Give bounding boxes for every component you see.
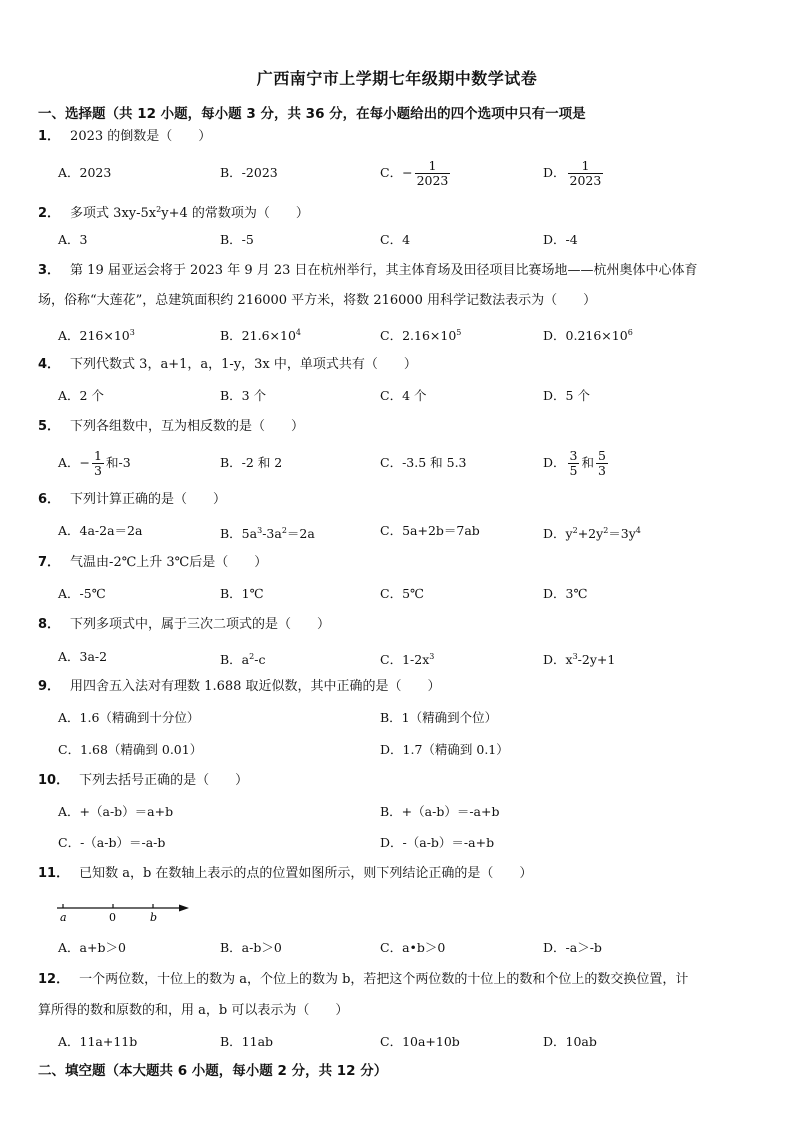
- option-a[interactable]: A．2 个: [58, 388, 104, 403]
- option-c[interactable]: C．1.68（精确到 0.01）: [58, 742, 203, 757]
- option-d[interactable]: D．$0.216\times 10^6$: [543, 328, 633, 343]
- question-9: 9． 用四舍五入法对有理数 1.688 取近似数，其中正确的是（ ）: [38, 679, 441, 694]
- option-c[interactable]: C．a•b＞0: [380, 940, 446, 955]
- label-b: b: [150, 911, 158, 924]
- option-b[interactable]: B．$5a^3-3a^2=2a$: [220, 526, 315, 541]
- option-c[interactable]: C．5a+2b＝7ab: [380, 523, 480, 538]
- option-a[interactable]: A．$216\times 10^3$: [58, 328, 135, 343]
- option-d[interactable]: D．$y^2+2y^2=3y^4$: [543, 526, 641, 541]
- question-8: 8． 下列多项式中，属于三次二项式的是（ ）: [38, 617, 331, 632]
- option-d[interactable]: D． $\frac{3}{5}$ 和 $\frac{5}{3}$: [543, 448, 606, 478]
- option-a[interactable]: A．2023: [58, 165, 112, 180]
- question-10-options-row-1: [58, 797, 758, 827]
- option-c[interactable]: C．5℃: [380, 586, 425, 601]
- option-d[interactable]: D．-（a-b）＝-a+b: [380, 835, 495, 850]
- section-heading-choice: 一、选择题（共 12 小题，每小题 3 分，共 36 分，在每小题给出的四个选项中只有一项是: [38, 106, 586, 122]
- option-b[interactable]: B．1℃: [220, 586, 264, 601]
- option-a[interactable]: A．a+b＞0: [58, 940, 126, 955]
- question-text: 2023 的倒数是（ ）: [70, 129, 212, 144]
- question-7: 7． 气温由-2℃上升 3℃后是（ ）: [38, 555, 268, 570]
- number-line-arrow-icon: [179, 905, 189, 912]
- option-b[interactable]: B．a-b＞0: [220, 940, 282, 955]
- option-d[interactable]: D．10ab: [543, 1034, 597, 1049]
- number-line-figure: [55, 895, 195, 925]
- option-c[interactable]: C．$1-2x^3$: [380, 652, 435, 667]
- option-a[interactable]: A．-5℃: [58, 586, 106, 601]
- option-b[interactable]: B．11ab: [220, 1034, 274, 1049]
- question-2-options: [58, 225, 758, 255]
- question-1: [38, 122, 758, 152]
- question-4: 4． 下列代数式 3，a+1，a，1-y，3x 中，单项式共有（ ）: [38, 357, 417, 372]
- question-9-options-row-2: [58, 735, 758, 765]
- option-d[interactable]: D． $\frac{1}{2023}$: [543, 158, 602, 188]
- question-5-options: [58, 448, 758, 478]
- option-d[interactable]: D．1.7（精确到 0.1）: [380, 742, 509, 757]
- option-a[interactable]: A．+（a-b）＝a+b: [58, 804, 174, 819]
- option-b[interactable]: B．3 个: [220, 388, 267, 403]
- question-6-options: [58, 516, 758, 546]
- option-b[interactable]: B．$a^2-c$: [220, 652, 266, 667]
- option-d[interactable]: D．$x^3-2y+1$: [543, 652, 616, 667]
- label-zero: 0: [109, 911, 116, 924]
- question-10-options-row-2: [58, 828, 758, 858]
- question-6: 6． 下列计算正确的是（ ）: [38, 492, 227, 507]
- question-7-options: [58, 579, 758, 609]
- option-a[interactable]: A．4a-2a＝2a: [58, 523, 143, 538]
- question-8-options: [58, 642, 758, 672]
- question-12-line-2: 算所得的数和原数的和，用 a，b 可以表示为（ ）: [38, 1003, 349, 1018]
- question-10: 10． 下列去括号正确的是（ ）: [38, 773, 249, 788]
- option-d[interactable]: D．5 个: [543, 388, 590, 403]
- option-b[interactable]: B．$21.6\times 10^4$: [220, 328, 301, 343]
- section-heading-fill-in: 二、填空题（本大题共 6 小题，每小题 2 分，共 12 分）: [38, 1063, 388, 1079]
- option-d[interactable]: D．-a＞-b: [543, 940, 602, 955]
- option-a[interactable]: A．3: [58, 232, 88, 247]
- option-c[interactable]: C．4: [380, 232, 411, 247]
- option-a[interactable]: A．− $\frac{1}{3}$ 和-3: [58, 448, 131, 478]
- page-title: 广西南宁市上学期七年级期中数学试卷: [256, 69, 538, 88]
- question-4-options: [58, 381, 758, 411]
- question-3-options: [58, 318, 758, 348]
- question-3-line-2: 场，俗称“大莲花”，总建筑面积约 216000 平方米，将数 216000 用科学记数法表示为（ ）: [38, 293, 597, 308]
- option-b[interactable]: B．-2 和 2: [220, 455, 283, 470]
- question-number: 1．: [38, 129, 61, 144]
- option-d[interactable]: D．-4: [543, 232, 578, 247]
- option-d[interactable]: D．3℃: [543, 586, 588, 601]
- question-1-options: [58, 158, 758, 188]
- option-c[interactable]: C．-3.5 和 5.3: [380, 455, 467, 470]
- option-c[interactable]: C．-（a-b）＝-a-b: [58, 835, 166, 850]
- question-12-options: [58, 1027, 758, 1057]
- question-2: 2． 多项式 $3xy-5x^2y+4$ 的常数项为（ ）: [38, 205, 309, 221]
- label-a: a: [60, 911, 67, 924]
- question-12: 12． 一个两位数，十位上的数为 a，个位上的数为 b，若把这个两位数的十位上的数和个位上的数交换位置，计: [38, 972, 689, 987]
- option-b[interactable]: B．+（a-b）＝-a+b: [380, 804, 500, 819]
- question-9-options-row-1: [58, 703, 758, 733]
- option-a[interactable]: A．11a+11b: [58, 1034, 138, 1049]
- option-c[interactable]: C．10a+10b: [380, 1034, 460, 1049]
- option-c[interactable]: C．$2.16\times 10^5$: [380, 328, 462, 343]
- option-a[interactable]: A．1.6（精确到十分位）: [58, 710, 200, 725]
- option-c[interactable]: C．− $\frac{1}{2023}$: [380, 158, 449, 188]
- question-11: 11． 已知数 a，b 在数轴上表示的点的位置如图所示，则下列结论正确的是（ ）: [38, 866, 533, 881]
- option-b[interactable]: B．-2023: [220, 165, 278, 180]
- question-5: 5． 下列各组数中，互为相反数的是（ ）: [38, 419, 305, 434]
- question-11-options: [58, 933, 758, 963]
- option-a[interactable]: A．3a-2: [58, 649, 108, 664]
- question-3: 3． 第 19 届亚运会将于 2023 年 9 月 23 日在杭州举行，其主体育场及田径项目比赛场地——杭州奥体中心体育: [38, 263, 698, 278]
- option-c[interactable]: C．4 个: [380, 388, 427, 403]
- option-b[interactable]: B．-5: [220, 232, 254, 247]
- option-b[interactable]: B．1（精确到个位）: [380, 710, 498, 725]
